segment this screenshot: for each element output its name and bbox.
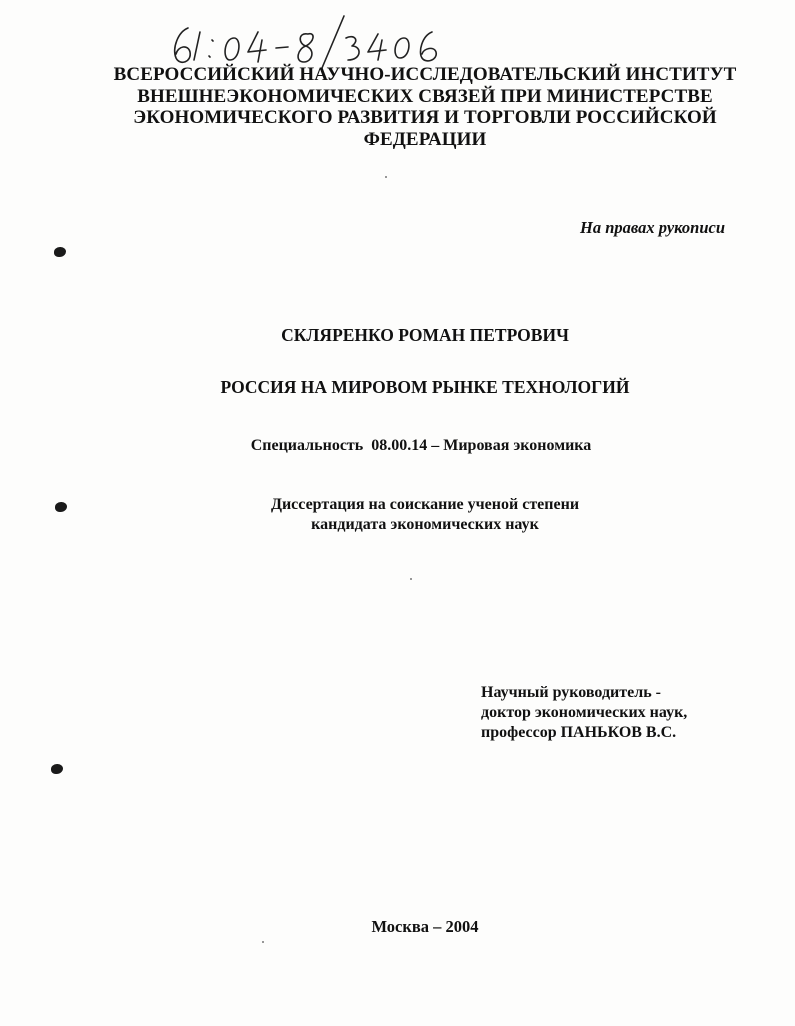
scan-speck: [262, 941, 264, 943]
degree-statement: [0, 495, 795, 535]
specialty: [0, 437, 795, 455]
institute-line: ФЕДЕРАЦИИ: [363, 128, 487, 150]
punch-hole-mark: [54, 247, 66, 257]
institute-line: ВСЕРОССИЙСКИЙ НАУЧНО-ИССЛЕДОВАТЕЛЬСКИЙ ИНСТИТУТ: [113, 64, 737, 85]
scan-speck: [385, 176, 387, 178]
degree-line: Диссертация на соискание ученой степени: [270, 496, 580, 513]
handwritten-code-signature: [160, 10, 460, 70]
supervisor-line: доктор экономических наук,: [481, 704, 688, 721]
supervisor-line: Научный руководитель -: [481, 684, 661, 701]
author-name: СКЛЯРЕНКО РОМАН ПЕТРОВИЧ: [281, 325, 569, 345]
institute-line: ЭКОНОМИЧЕСКОГО РАЗВИТИЯ И ТОРГОВЛИ РОССИЙСКОЙ: [133, 107, 717, 128]
supervisor-block: [481, 683, 687, 743]
city-year: Москва – 2004: [371, 917, 479, 936]
degree-line: кандидата экономических наук: [311, 516, 539, 533]
institute-line: ВНЕШНЕЭКОНОМИЧЕСКИХ СВЯЗЕЙ ПРИ МИНИСТЕРСТВЕ: [137, 85, 713, 107]
specialty-value: 08.00.14 – Мировая экономика: [371, 437, 592, 454]
specialty-label: Специальность: [250, 437, 364, 454]
supervisor-line: профессор ПАНЬКОВ В.С.: [481, 724, 677, 741]
manuscript-rights-note: На правах рукописи: [580, 218, 725, 237]
punch-hole-mark: [51, 764, 63, 774]
handwritten-archive-code: [160, 10, 460, 70]
institute-name: [80, 64, 770, 150]
dissertation-title: РОССИЯ НА МИРОВОМ РЫНКЕ ТЕХНОЛОГИЙ: [220, 377, 630, 397]
scan-speck: [410, 578, 412, 580]
